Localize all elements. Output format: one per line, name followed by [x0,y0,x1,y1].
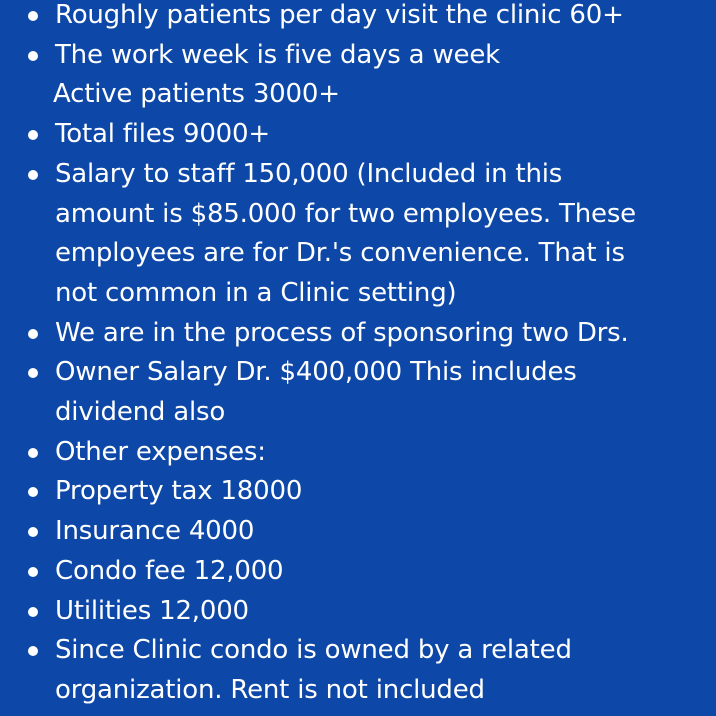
list-item [0,631,716,710]
list-item [0,353,716,432]
list-item-text: employees are for Dr.'s convenience. That is [55,238,625,269]
list-item [0,36,716,76]
list-item [0,75,716,115]
list-item-text: Active patients 3000+ [53,79,340,110]
list-item-text: Roughly patients per day visit the clinic 60+ [55,0,624,30]
list-item [0,512,716,552]
list-item [0,552,716,592]
list-item [0,472,716,512]
list-item-text: Since Clinic condo is owned by a related [55,635,572,666]
list-item-text: Salary to staff 150,000 (Included in this [55,158,563,189]
bullet-dot-icon [28,329,38,339]
list-item-text: Total files 9000+ [55,119,270,150]
list-item-text: The work week is five days a week [55,39,500,70]
bullet-dot-icon [28,607,38,617]
list-item [0,433,716,473]
bullet-dot-icon [28,368,38,378]
list-item-text: Insurance 4000 [55,516,255,547]
list-item-text: Other expenses: [55,436,266,467]
bullet-dot-icon [28,646,38,656]
bullet-dot-icon [28,567,38,577]
list-item [0,155,716,314]
bullet-dot-icon [28,527,38,537]
bullet-dot-icon [28,448,38,458]
list-item-text: Utilities 12,000 [55,595,249,626]
bullet-dot-icon [28,130,38,140]
bullet-dot-icon [28,11,38,21]
bullet-dot-icon [28,51,38,61]
bullet-dot-icon [28,170,38,180]
list-item-text: dividend also [55,397,226,428]
list-item-text: We are in the process of sponsoring two Drs. [55,317,629,348]
list-item-text: Property tax 18000 [55,476,303,507]
list-item-text: amount is $85.000 for two employees. These [55,198,636,229]
list-item-text: Owner Salary Dr. $400,000 This includes [55,357,577,388]
list-item [0,592,716,632]
list-item-text: organization. Rent is not included [55,674,485,705]
bullet-dot-icon [28,487,38,497]
list-item-text: not common in a Clinic setting) [55,277,457,308]
list-item [0,115,716,155]
list-item [0,314,716,354]
list-item-text: Condo fee 12,000 [55,555,284,586]
list-item [0,0,716,36]
